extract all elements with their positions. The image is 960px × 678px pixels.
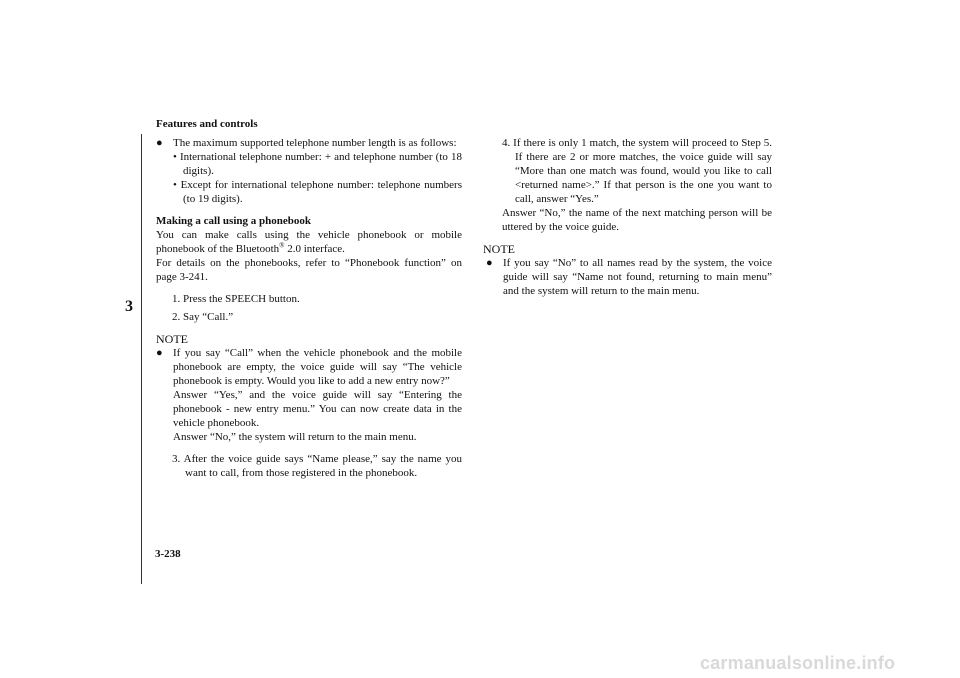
bullet-icon: ●	[486, 257, 493, 269]
watermark-logo: carmanualsonline.info	[700, 653, 896, 673]
bullet-icon: ●	[156, 347, 163, 359]
registered-mark: ®	[279, 241, 285, 250]
note-text-2: Answer “Yes,” and the voice guide will say “Entering the phonebook - new entry menu.” You can now create data in the vehicle phonebook.	[173, 389, 462, 429]
left-column	[156, 136, 462, 480]
note-text-1: If you say “Call” when the vehicle phonebook and the mobile phonebook are empty, the voice guide will say “The vehicle phonebook is empty. Would you like to add a new entry now?”	[173, 347, 462, 387]
paragraph-phonebook	[156, 228, 462, 256]
page-number: 3-238	[155, 548, 181, 560]
bullet-sub-domestic: • Except for international telephone number: telephone numbers (to 19 digits).	[173, 179, 462, 205]
paragraph-phonebook-text: You can make calls using the vehicle phonebook or mobile phonebook of the Bluetooth	[156, 229, 462, 255]
bullet-intro: The maximum supported telephone number length is as follows:	[173, 137, 457, 149]
note-bullet	[156, 346, 462, 444]
page-header: Features and controls	[156, 118, 258, 130]
bullet-max-length	[156, 136, 462, 206]
step-3: 3. After the voice guide says “Name please,” say the name you want to call, from those registered in the phonebook.	[172, 453, 462, 479]
note-text-3: Answer “No,” the system will return to the main menu.	[173, 431, 417, 443]
chapter-rule	[141, 134, 142, 584]
note-bullet-right	[486, 256, 772, 298]
right-column	[483, 136, 772, 298]
step-2: 2. Say “Call.”	[172, 311, 234, 323]
note-right-text: If you say “No” to all names read by the system, the voice guide will say “Name not found, returning to main menu” and the system will return to the main menu.	[503, 257, 772, 297]
step-4-continued: Answer “No,” the name of the next matching person will be uttered by the voice guide.	[502, 207, 772, 233]
step-4: 4. If there is only 1 match, the system will proceed to Step 5. If there are 2 or more matches, the voice guide will say “More than one match was found, would you like to call <returned name>.” If that person is the one you want to call, answer “Yes.”	[502, 137, 772, 205]
note-label-right: NOTE	[483, 242, 515, 256]
section-heading: Making a call using a phonebook	[156, 215, 311, 227]
paragraph-reference: For details on the phonebooks, refer to “Phonebook function” on page 3-241.	[156, 257, 462, 283]
step-1: 1. Press the SPEECH button.	[172, 293, 300, 305]
bullet-sub-international: • International telephone number: + and telephone number (to 18 digits).	[173, 151, 462, 177]
note-label: NOTE	[156, 332, 188, 346]
paragraph-phonebook-tail: 2.0 interface.	[284, 243, 345, 255]
bullet-icon: ●	[156, 137, 163, 149]
chapter-number: 3	[125, 298, 133, 315]
